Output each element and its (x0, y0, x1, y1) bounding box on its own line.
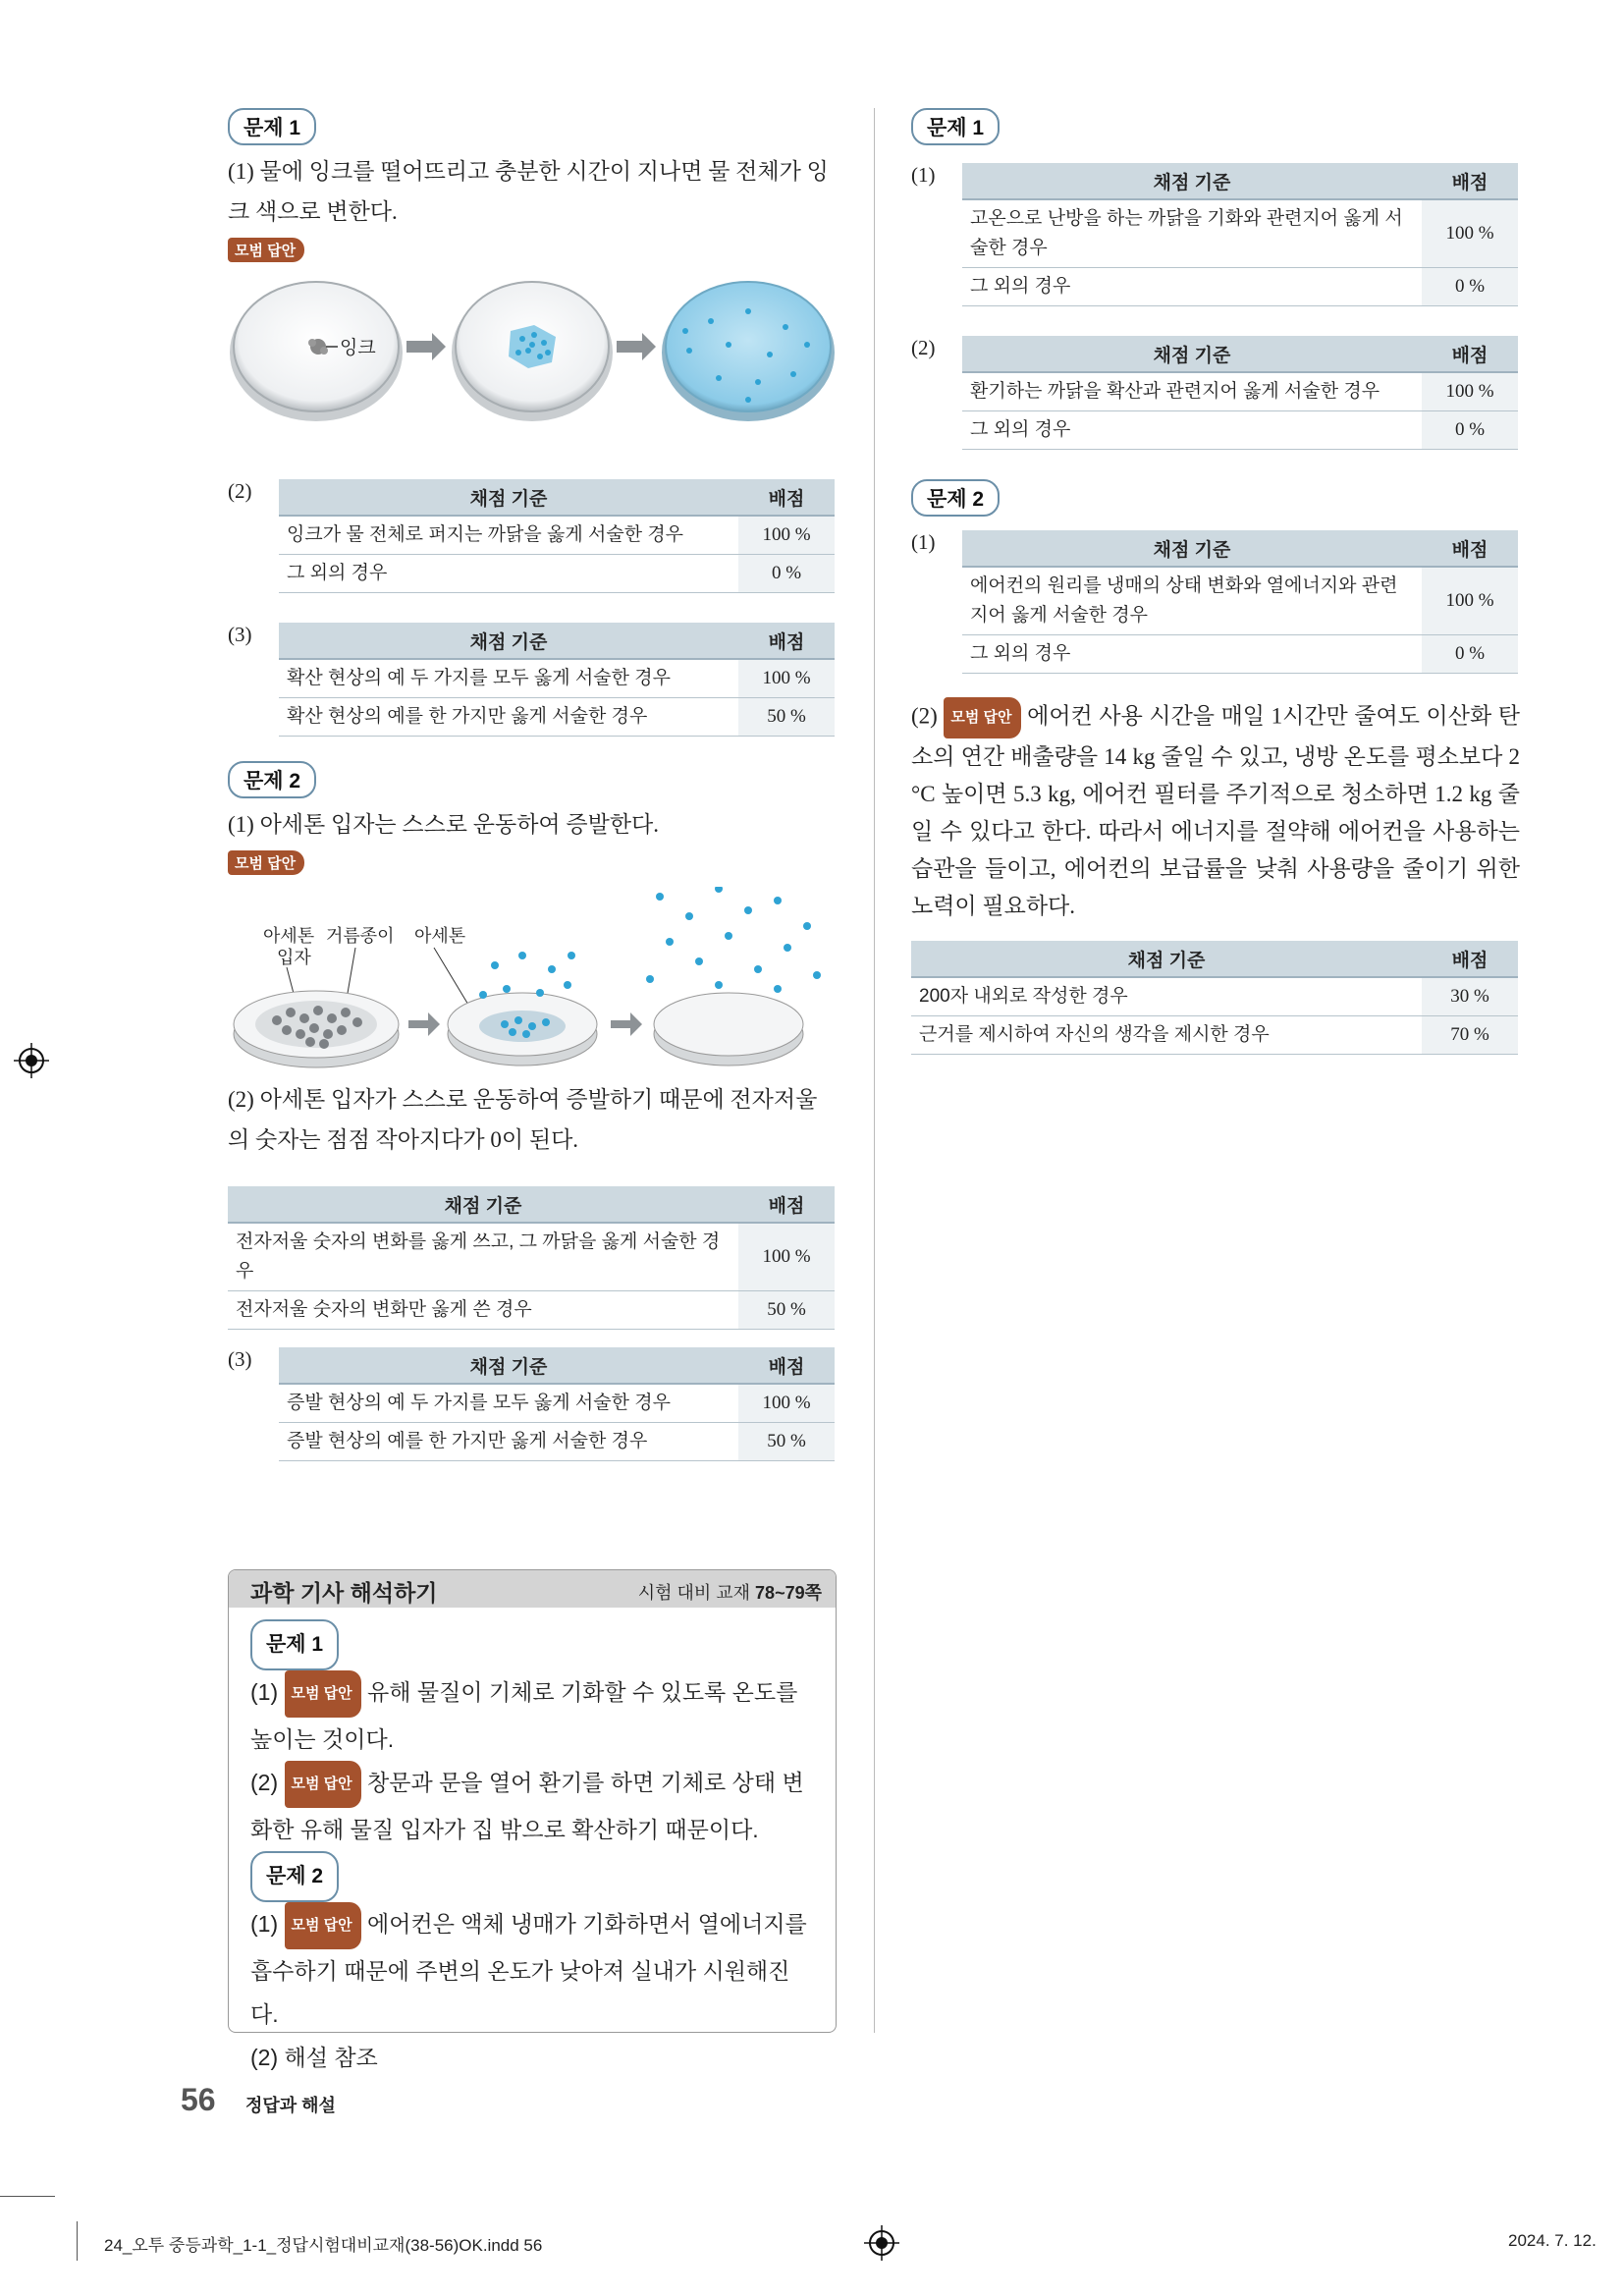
item-number: (1) (911, 530, 936, 554)
arrow-icon (617, 333, 656, 360)
score-cell: 50 % (738, 698, 835, 737)
box-reference (638, 1579, 822, 1605)
box-title: 과학 기사 해석하기 (250, 1580, 438, 1606)
col-header-score: 배점 (738, 1347, 835, 1384)
box-q2-1 (250, 1902, 814, 2036)
dish-3 (662, 282, 835, 421)
box-q1-badge: 문제 1 (250, 1619, 339, 1670)
page-number: 56 (181, 2082, 216, 2117)
right-q2-2-answer (911, 697, 1520, 925)
table-row (962, 411, 1518, 450)
acetone-label: 아세톤 (414, 926, 466, 946)
col-header-score: 배점 (738, 479, 835, 516)
col-header-criteria: 채점 기준 (228, 1186, 738, 1223)
model-answer-tag: 모범 답안 (285, 1670, 361, 1718)
table-row (279, 1423, 835, 1461)
left-q2-block (228, 761, 837, 1166)
box-q1-2 (250, 1761, 814, 1851)
dish-a (234, 991, 399, 1067)
crop-mark (0, 2196, 55, 2197)
col-header-criteria: 채점 기준 (279, 479, 738, 516)
table-row (279, 659, 835, 698)
right-q2-badge-wrap (911, 479, 1000, 517)
item-number: (1) (911, 163, 936, 187)
right-q2-badge: 문제 2 (911, 479, 1000, 517)
score-cell: 30 % (1422, 977, 1518, 1016)
item-number: (2) (911, 703, 938, 729)
crop-mark (77, 2221, 78, 2261)
criteria-cell: 전자저울 숫자의 변화를 옳게 쓰고, 그 까닭을 옳게 서술한 경우 (228, 1223, 738, 1291)
score-cell: 0 % (738, 555, 835, 593)
criteria-cell: 그 외의 경우 (962, 411, 1422, 450)
table-row (962, 268, 1518, 306)
criteria-cell: 확산 현상의 예 두 가지를 모두 옳게 서술한 경우 (279, 659, 738, 698)
acetone-evaporation-diagram (228, 887, 837, 1073)
criteria-cell: 전자저울 숫자의 변화만 옳게 쓴 경우 (228, 1291, 738, 1330)
col-header-criteria: 채점 기준 (962, 530, 1422, 567)
score-cell: 50 % (738, 1291, 835, 1330)
q1-answer-text: (1) 물에 잉크를 떨어뜨리고 충분한 시간이 지나면 물 전체가 잉크 색으로 변한다. (228, 159, 829, 224)
col-header-criteria: 채점 기준 (279, 1347, 738, 1384)
criteria-cell: 에어컨의 원리를 냉매의 상태 변화와 열에너지와 관련지어 옳게 서술한 경우 (962, 567, 1422, 635)
ref-prefix: 시험 대비 교재 (637, 1583, 751, 1603)
criteria-cell: 증발 현상의 예 두 가지를 모두 옳게 서술한 경우 (279, 1384, 738, 1423)
page-label: 정답과 해설 (245, 2096, 336, 2115)
criteria-cell: 200자 내외로 작성한 경우 (911, 977, 1422, 1016)
table-row (279, 698, 835, 737)
criteria-cell: 확산 현상의 예를 한 가지만 옳게 서술한 경우 (279, 698, 738, 737)
dish-b (448, 952, 597, 1066)
score-cell: 100 % (738, 516, 835, 555)
registration-mark-icon (864, 2225, 899, 2261)
ink-diffusion-diagram (228, 272, 837, 429)
score-cell: 100 % (1422, 372, 1518, 411)
scoring-table-q2-3 (279, 1347, 835, 1461)
print-date: 2024. 7. 12. (1508, 2231, 1596, 2250)
scoring-table-r-q2-2 (911, 941, 1518, 1055)
criteria-cell: 그 외의 경우 (962, 635, 1422, 674)
col-header-score: 배점 (1422, 530, 1518, 567)
score-cell: 100 % (1422, 199, 1518, 268)
right-q2-2-text: 에어컨 사용 시간을 매일 1시간만 줄여도 이산화 탄소의 연간 배출량을 14 kg 줄일 수 있고, 냉방 온도를 평소보다 2 °C 높이면 5.3 kg, 에어컨 필터를 주기적으로 청소하면 1.2 kg 줄일 수 있다고 한다. 따라서 에너지를 절약해 에어컨을 사용하는 습관을 들이고, 에어컨의 보급률을 낮춰 사용량을 줄이기 위한 노력이 필요하다. (911, 703, 1520, 918)
dish-c (646, 887, 821, 1066)
dish-1 (230, 282, 403, 421)
arrow-icon (408, 1012, 440, 1036)
col-header-criteria: 채점 기준 (962, 163, 1422, 199)
q2-badge: 문제 2 (228, 761, 316, 798)
scoring-table-r-q2-1 (962, 530, 1518, 674)
score-cell: 100 % (738, 1223, 835, 1291)
criteria-cell: 고온으로 난방을 하는 까닭을 기화와 관련지어 옳게 서술한 경우 (962, 199, 1422, 268)
score-cell: 0 % (1422, 268, 1518, 306)
table-row (279, 1384, 835, 1423)
scoring-table-r-q1-1 (962, 163, 1518, 306)
table-row (228, 1223, 835, 1291)
col-header-score: 배점 (1422, 163, 1518, 199)
table-row (962, 635, 1518, 674)
col-header-criteria: 채점 기준 (279, 623, 738, 659)
item-number: (2) (911, 336, 936, 359)
table-row (962, 567, 1518, 635)
registration-mark-icon (14, 1043, 49, 1078)
criteria-cell: 근거를 제시하여 자신의 생각을 제시한 경우 (911, 1016, 1422, 1055)
score-cell: 100 % (738, 659, 835, 698)
table-row (911, 977, 1518, 1016)
table-row (279, 516, 835, 555)
arrow-icon (406, 333, 446, 360)
dish-2 (452, 282, 613, 421)
score-cell: 100 % (738, 1384, 835, 1423)
score-cell: 100 % (1422, 567, 1518, 635)
criteria-cell: 그 외의 경우 (279, 555, 738, 593)
table-row (911, 1016, 1518, 1055)
science-article-box (228, 1569, 837, 2070)
score-cell: 0 % (1422, 635, 1518, 674)
model-answer-tag: 모범 답안 (285, 1761, 361, 1808)
item-number: (1) (250, 1911, 279, 1938)
criteria-cell: 잉크가 물 전체로 퍼지는 까닭을 옳게 서술한 경우 (279, 516, 738, 555)
col-header-criteria: 채점 기준 (911, 941, 1422, 977)
q2-answer-text: (1) 아세톤 입자는 스스로 운동하여 증발한다. (228, 812, 660, 837)
col-header-score: 배점 (738, 623, 835, 659)
col-header-score: 배점 (738, 1186, 835, 1223)
ref-pages: 78~79쪽 (755, 1583, 822, 1603)
item-number: (1) (250, 1679, 279, 1706)
box-q1-1 (250, 1670, 814, 1761)
box-q2-2: (2) 해설 참조 (250, 2045, 378, 2070)
scoring-table-q1-3 (279, 623, 835, 737)
box-q1-2-text: 창문과 문을 열어 환기를 하면 기체로 상태 변화한 유해 물질 입자가 집 밖으로 확산하기 때문이다. (250, 1770, 804, 1842)
box-q2-1-text: 에어컨은 액체 냉매가 기화하면서 열에너지를 흡수하기 때문에 주변의 온도가 낮아져 실내가 시원해진다. (250, 1911, 807, 2027)
col-header-score: 배점 (1422, 941, 1518, 977)
table-row (962, 372, 1518, 411)
model-answer-tag: 모범 답안 (228, 850, 304, 875)
acetone-particle-label: 아세톤 입자 (263, 926, 315, 967)
right-q1-badge: 문제 1 (911, 108, 1000, 145)
right-q1-badge-wrap (911, 108, 1000, 145)
criteria-cell: 그 외의 경우 (962, 268, 1422, 306)
q1-badge: 문제 1 (228, 108, 316, 145)
item-number: (2) (250, 1770, 279, 1796)
score-cell: 0 % (1422, 411, 1518, 450)
arrow-icon (611, 1012, 642, 1036)
box-q2-badge: 문제 2 (250, 1851, 339, 1902)
col-header-score: 배점 (1422, 336, 1518, 372)
item-number: (3) (228, 1347, 252, 1371)
item-number: (3) (228, 623, 252, 646)
scoring-table-q2-2 (228, 1186, 835, 1330)
criteria-cell: 증발 현상의 예를 한 가지만 옳게 서술한 경우 (279, 1423, 738, 1461)
column-divider (874, 108, 875, 2033)
model-answer-tag: 모범 답안 (228, 238, 304, 262)
model-answer-tag: 모범 답안 (285, 1902, 361, 1949)
table-row (279, 555, 835, 593)
box-q1-1-text: 유해 물질이 기체로 기화할 수 있도록 온도를 높이는 것이다. (250, 1679, 798, 1752)
criteria-cell: 환기하는 까닭을 확산과 관련지어 옳게 서술한 경우 (962, 372, 1422, 411)
filter-paper-label: 거름종이 (326, 926, 395, 946)
table-row (962, 199, 1518, 268)
model-answer-tag: 모범 답안 (944, 697, 1020, 738)
scoring-table-r-q1-2 (962, 336, 1518, 450)
table-row (228, 1291, 835, 1330)
score-cell: 70 % (1422, 1016, 1518, 1055)
scoring-table-q1-2 (279, 479, 835, 593)
score-cell: 50 % (738, 1423, 835, 1461)
col-header-criteria: 채점 기준 (962, 336, 1422, 372)
left-column (228, 108, 837, 429)
box-header (229, 1570, 836, 1608)
item-number: (2) (228, 479, 252, 503)
ink-label: 잉크 (340, 338, 376, 358)
file-name: 24_오투 중등과학_1-1_정답시험대비교재(38-56)OK.indd 56 (104, 2236, 543, 2255)
q2-answer-text-2: (2) 아세톤 입자가 스스로 운동하여 증발하기 때문에 전자저울의 숫자는 점점 작아지다가 0이 된다. (228, 1087, 818, 1152)
